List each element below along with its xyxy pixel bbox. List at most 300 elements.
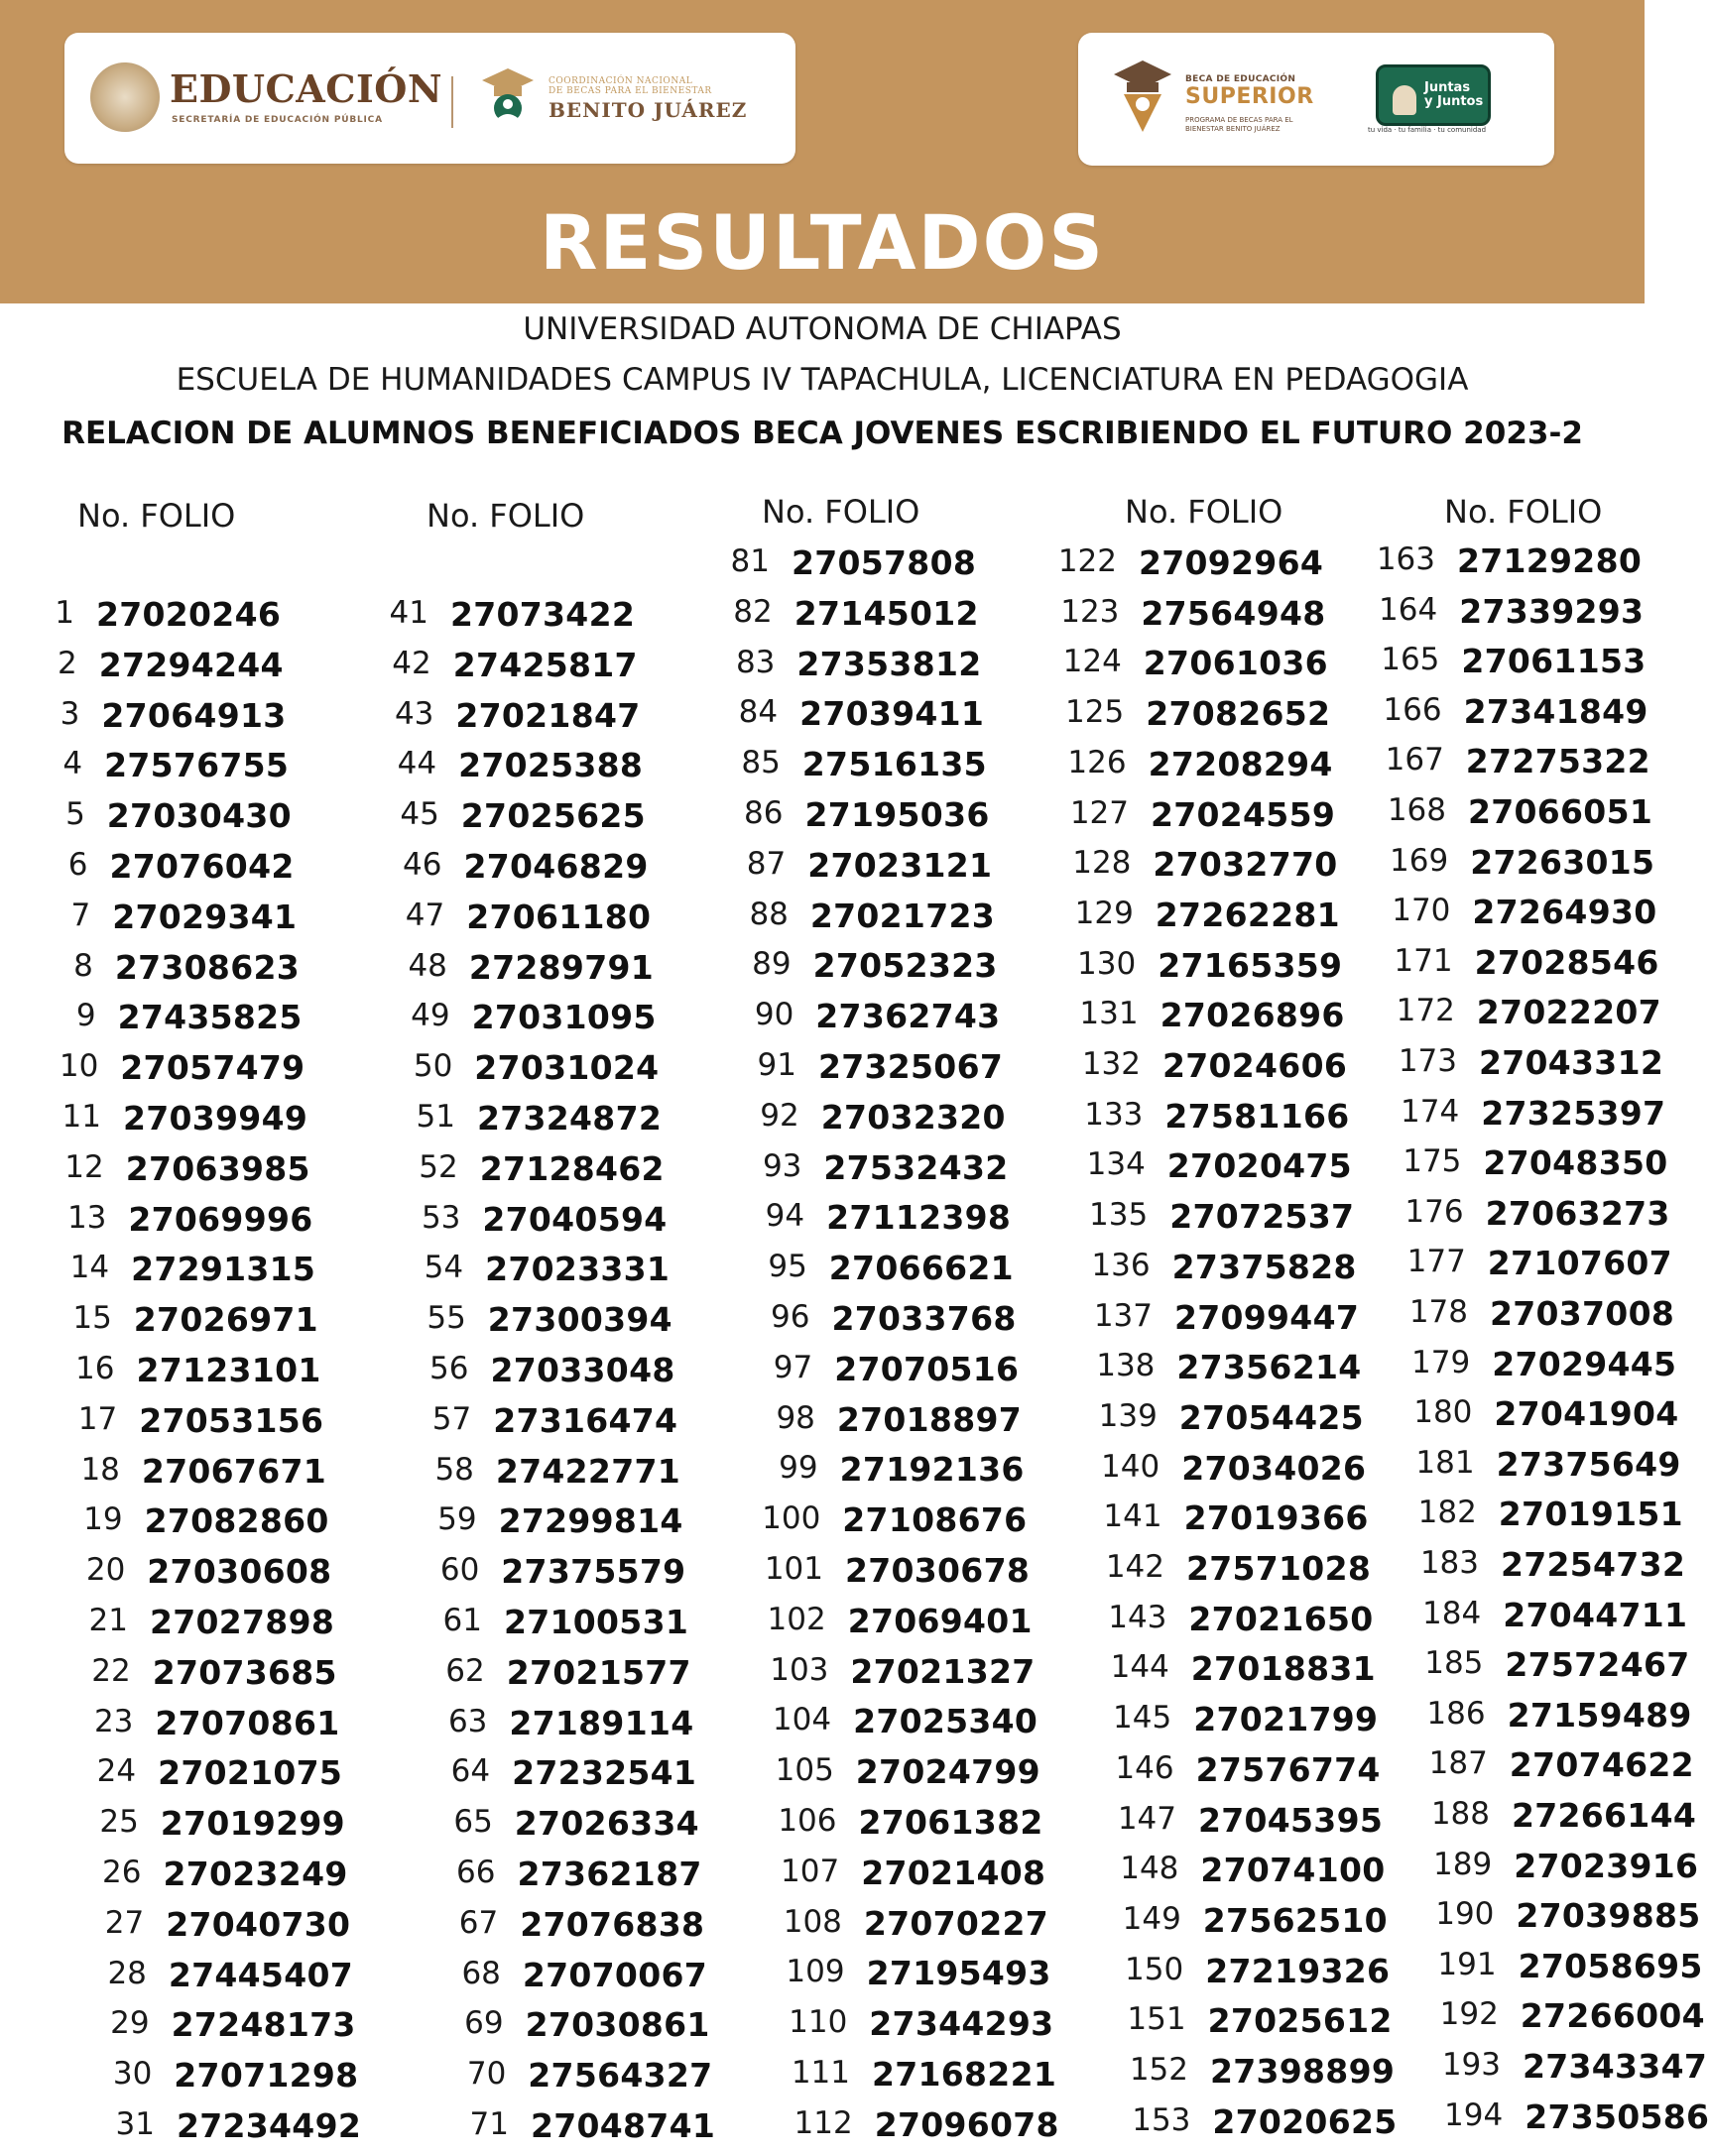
row-number: 87: [746, 845, 787, 882]
folio-number: 27021723: [809, 896, 995, 935]
row-number: 141: [1103, 1498, 1162, 1535]
folio-number: 27266004: [1520, 1996, 1705, 2036]
row-number: 83: [735, 644, 776, 680]
folio-number: 27039949: [123, 1099, 308, 1138]
row-number: 13: [66, 1199, 107, 1236]
folio-number: 27123101: [136, 1351, 321, 1389]
folio-number: 27195493: [866, 1954, 1051, 1993]
row-number: 133: [1084, 1096, 1144, 1133]
row-number: 67: [458, 1904, 499, 1941]
row-number: 127: [1069, 794, 1129, 831]
row-number: 128: [1072, 845, 1132, 882]
folio-number: 27070516: [834, 1349, 1020, 1388]
row-number: 28: [107, 1955, 147, 1991]
row-number: 23: [93, 1703, 134, 1739]
row-number: 99: [779, 1450, 818, 1487]
row-number: 168: [1387, 792, 1446, 828]
folio-number: 27425817: [452, 645, 638, 684]
row-number: 94: [765, 1198, 805, 1235]
folio-number: 27025612: [1207, 2001, 1393, 2041]
folio-number: 27022207: [1476, 993, 1661, 1032]
superior-label: SUPERIOR: [1185, 84, 1314, 109]
folio-number: 27045395: [1198, 1800, 1384, 1840]
folio-number: 27031024: [474, 1048, 660, 1088]
row-number: 163: [1376, 541, 1435, 577]
row-number: 53: [421, 1199, 461, 1236]
row-number: 54: [424, 1250, 464, 1286]
folio-number: 27031095: [471, 998, 657, 1037]
folio-number: 27024606: [1162, 1046, 1348, 1085]
folio-number: 27021327: [850, 1651, 1036, 1691]
row-number: 171: [1394, 942, 1453, 979]
column-header: No. FOLIO: [427, 497, 585, 535]
folio-number: 27076838: [520, 1904, 705, 1944]
row-number: 21: [88, 1603, 128, 1638]
folio-number: 27019151: [1498, 1495, 1683, 1534]
folio-number: 27074100: [1200, 1851, 1386, 1890]
row-number: 173: [1398, 1043, 1457, 1079]
folio-number: 27069401: [847, 1601, 1033, 1640]
row-number: 131: [1079, 996, 1139, 1032]
folio-number: 27308623: [114, 947, 300, 987]
row-number: 2: [57, 645, 77, 681]
row-number: 60: [439, 1552, 480, 1589]
folio-number: 27072537: [1169, 1197, 1355, 1237]
row-number: 192: [1439, 1996, 1499, 2033]
row-number: 16: [75, 1351, 115, 1386]
row-number: 188: [1430, 1796, 1490, 1832]
row-number: 64: [450, 1753, 491, 1790]
folio-number: 27030430: [106, 796, 292, 836]
row-number: 84: [738, 694, 779, 731]
row-number: 101: [764, 1551, 823, 1587]
folio-number: 27294244: [98, 645, 284, 684]
folio-number: 27168221: [872, 2055, 1057, 2094]
row-number: 184: [1422, 1595, 1482, 1631]
folio-number: 27192136: [839, 1450, 1025, 1490]
row-number: 93: [762, 1147, 802, 1184]
row-number: 172: [1396, 993, 1455, 1029]
benito-juarez-label: BENITO JUÁREZ: [549, 98, 748, 122]
row-number: 59: [437, 1501, 477, 1538]
row-number: 132: [1081, 1046, 1141, 1082]
row-number: 63: [447, 1703, 488, 1739]
folio-number: 27129280: [1457, 541, 1643, 580]
program-line-2: BIENESTAR BENITO JUÁREZ: [1185, 125, 1281, 133]
row-number: 179: [1411, 1344, 1471, 1380]
folio-number: 27054425: [1178, 1397, 1364, 1437]
folio-number: 27074622: [1509, 1745, 1694, 1785]
row-number: 6: [67, 847, 88, 883]
row-number: 153: [1132, 2101, 1191, 2138]
folio-number: 27571028: [1186, 1549, 1372, 1588]
coordination-line-1: COORDINACIÓN NACIONAL: [549, 76, 693, 86]
folio-number: 27019299: [160, 1804, 345, 1844]
row-number: 190: [1435, 1896, 1495, 1933]
folio-number: 27070067: [522, 1955, 707, 1994]
row-number: 122: [1057, 543, 1117, 579]
folio-number: 27562510: [1202, 1900, 1388, 1940]
folio-number: 27026896: [1160, 996, 1345, 1035]
row-number: 187: [1428, 1745, 1488, 1782]
row-number: 31: [115, 2106, 155, 2142]
row-number: 124: [1062, 644, 1122, 680]
folio-number: 27025388: [458, 746, 644, 785]
folio-number: 27339293: [1459, 591, 1645, 631]
folio-number: 27020475: [1166, 1146, 1352, 1186]
row-number: 11: [61, 1099, 101, 1135]
folio-number: 27048350: [1483, 1143, 1668, 1183]
folio-number: 27070227: [863, 1903, 1048, 1943]
folio-number: 27254732: [1501, 1545, 1686, 1584]
folio-number: 27061382: [858, 1803, 1043, 1842]
folio-number: 27029341: [112, 897, 298, 936]
column-header: No. FOLIO: [1125, 493, 1283, 531]
folio-number: 27073422: [450, 595, 636, 634]
folio-number: 27344293: [869, 2004, 1054, 2044]
row-number: 150: [1125, 1951, 1184, 1987]
juntas-y-juntos-logo: [1368, 57, 1493, 132]
folio-number: 27145012: [793, 593, 979, 633]
folio-number: 27069996: [128, 1199, 313, 1239]
folio-number: 27234492: [177, 2106, 362, 2145]
row-number: 52: [419, 1148, 458, 1185]
folio-number: 27066621: [828, 1249, 1014, 1288]
row-number: 111: [791, 2055, 850, 2091]
row-number: 86: [744, 795, 784, 831]
folio-number: 27532432: [823, 1147, 1009, 1187]
folio-number: 27195036: [804, 795, 990, 834]
folio-number: 27061180: [466, 897, 652, 936]
row-number: 69: [464, 2005, 504, 2042]
folio-number: 27341849: [1463, 691, 1648, 731]
logo-divider: [451, 76, 453, 128]
row-number: 166: [1383, 691, 1442, 728]
row-number: 50: [413, 1048, 453, 1085]
row-number: 109: [786, 1954, 845, 1990]
folio-number: 27082652: [1146, 694, 1331, 734]
row-number: 4: [62, 746, 83, 782]
row-number: 14: [69, 1250, 110, 1286]
folio-number: 27021408: [861, 1853, 1046, 1892]
row-number: 96: [771, 1299, 810, 1335]
row-number: 136: [1091, 1247, 1151, 1283]
list-title: RELACION DE ALUMNOS BENEFICIADOS BECA JOVENES ESCRIBIENDO EL FUTURO 2023-2: [61, 416, 1583, 451]
folio-number: 27032320: [820, 1097, 1006, 1137]
row-number: 92: [760, 1097, 799, 1134]
folio-number: 27576755: [104, 746, 290, 785]
folio-number: 27263015: [1470, 842, 1655, 882]
folio-number: 27026334: [514, 1804, 699, 1844]
folio-number: 27021847: [455, 695, 641, 735]
beca-cap-icon: [1112, 59, 1173, 134]
folio-number: 27291315: [131, 1250, 316, 1289]
folio-number: 27316474: [493, 1400, 678, 1440]
row-number: 17: [77, 1400, 118, 1437]
folio-number: 27422771: [495, 1451, 680, 1491]
row-number: 22: [91, 1652, 131, 1689]
row-number: 82: [733, 593, 773, 630]
folio-number: 27375579: [501, 1552, 686, 1592]
folio-number: 27023249: [163, 1855, 348, 1893]
row-number: 126: [1067, 744, 1127, 780]
row-number: 91: [757, 1047, 796, 1083]
folio-number: 27023916: [1514, 1846, 1699, 1885]
row-number: 183: [1419, 1545, 1479, 1581]
row-number: 104: [772, 1702, 832, 1738]
row-number: 5: [65, 796, 85, 833]
row-number: 62: [445, 1652, 485, 1689]
graduation-cap-icon: [480, 66, 536, 130]
folio-number: 27066051: [1468, 792, 1653, 831]
juntas-tagline: tu vida · tu familia · tu comunidad: [1368, 126, 1487, 134]
folio-number: 27375828: [1171, 1247, 1357, 1286]
folio-number: 27208294: [1148, 744, 1333, 783]
row-number: 29: [110, 2005, 150, 2042]
folio-number: 27039411: [799, 694, 985, 734]
folio-number: 27128462: [479, 1148, 665, 1188]
row-number: 44: [397, 746, 437, 782]
folio-number: 27037008: [1490, 1294, 1675, 1333]
column-header: No. FOLIO: [1444, 493, 1603, 531]
folio-number: 27353812: [796, 644, 982, 683]
folio-number: 27020246: [96, 595, 282, 634]
row-number: 89: [752, 946, 792, 983]
results-banner: [0, 0, 1645, 303]
folio-number: 27070861: [155, 1703, 340, 1742]
folio-number: 27034026: [1181, 1448, 1367, 1488]
folio-number: 27058695: [1518, 1946, 1703, 1985]
folio-number: 27350586: [1525, 2096, 1709, 2136]
row-number: 174: [1401, 1093, 1460, 1130]
row-number: 130: [1077, 945, 1137, 982]
folio-number: 27082860: [144, 1501, 329, 1541]
row-number: 26: [102, 1855, 142, 1890]
row-number: 1: [55, 595, 74, 631]
row-number: 61: [442, 1603, 482, 1638]
folio-number: 27023331: [485, 1250, 671, 1289]
folio-number: 27030608: [147, 1552, 332, 1592]
folio-number: 27275322: [1465, 742, 1650, 781]
row-number: 27: [104, 1904, 145, 1941]
row-number: 185: [1424, 1645, 1484, 1682]
row-number: 170: [1392, 893, 1451, 929]
folio-number: 27324872: [477, 1099, 663, 1138]
coordination-line-2: DE BECAS PARA EL BIENESTAR: [549, 86, 712, 96]
folio-number: 27057479: [120, 1048, 305, 1088]
beca-superior-logo-panel: [1078, 33, 1554, 166]
folio-number: 27099447: [1174, 1297, 1360, 1337]
row-number: 142: [1105, 1549, 1164, 1585]
folio-number: 27445407: [168, 1955, 353, 1994]
row-number: 9: [75, 998, 96, 1034]
row-number: 65: [453, 1804, 493, 1841]
row-number: 134: [1086, 1146, 1146, 1183]
row-number: 24: [96, 1753, 137, 1790]
folio-number: 27053156: [139, 1400, 324, 1440]
folio-number: 27046829: [463, 847, 649, 886]
folio-number: 27564327: [528, 2056, 713, 2096]
folio-number: 27029445: [1492, 1344, 1677, 1383]
folio-number: 27025625: [460, 796, 646, 836]
row-number: 42: [392, 645, 431, 681]
row-number: 7: [70, 897, 91, 933]
row-number: 177: [1406, 1244, 1466, 1280]
row-number: 169: [1390, 842, 1449, 879]
folio-number: 27356214: [1176, 1348, 1362, 1387]
folio-number: 27032770: [1153, 845, 1338, 885]
folio-number: 27040730: [166, 1904, 351, 1944]
row-number: 95: [768, 1249, 807, 1285]
folio-number: 27576774: [1195, 1749, 1381, 1789]
row-number: 85: [741, 745, 781, 781]
row-number: 110: [789, 2004, 848, 2041]
row-number: 189: [1433, 1846, 1493, 1882]
education-subtitle: SECRETARÍA DE EDUCACIÓN PÚBLICA: [172, 115, 383, 125]
folio-number: 27024799: [855, 1752, 1040, 1792]
row-number: 51: [416, 1099, 455, 1135]
row-number: 97: [773, 1349, 813, 1385]
folio-number: 27039885: [1516, 1896, 1701, 1936]
row-number: 56: [429, 1351, 469, 1386]
folio-number: 27232541: [512, 1753, 697, 1793]
row-number: 102: [767, 1601, 826, 1637]
folio-number: 27564948: [1141, 593, 1326, 633]
row-number: 167: [1385, 742, 1444, 779]
row-number: 112: [793, 2104, 853, 2141]
folio-number: 27398899: [1210, 2052, 1396, 2091]
row-number: 138: [1096, 1348, 1156, 1384]
row-number: 18: [80, 1451, 120, 1488]
folio-number: 27262281: [1155, 895, 1340, 934]
results-title: RESULTADOS: [540, 198, 1105, 287]
row-number: 46: [403, 847, 442, 883]
folio-number: 27289791: [468, 947, 654, 987]
folio-number: 27030678: [845, 1551, 1031, 1590]
row-number: 47: [405, 897, 445, 933]
row-number: 194: [1444, 2096, 1504, 2133]
row-number: 180: [1413, 1394, 1473, 1431]
folio-number: 27266144: [1512, 1796, 1697, 1835]
folio-number: 27071298: [174, 2056, 359, 2096]
person-icon: [1393, 85, 1416, 115]
folio-number: 27064913: [101, 695, 287, 735]
row-number: 125: [1065, 694, 1125, 731]
juntas-line-1: Juntas: [1424, 80, 1471, 95]
row-number: 123: [1060, 593, 1120, 630]
university-name: UNIVERSIDAD AUTONOMA DE CHIAPAS: [523, 311, 1122, 347]
row-number: 48: [408, 947, 447, 984]
folio-number: 27112398: [826, 1198, 1012, 1238]
folio-number: 27023121: [807, 845, 993, 885]
row-number: 151: [1127, 2001, 1186, 2038]
folio-number: 27076042: [109, 847, 295, 886]
folio-number: 27092964: [1139, 543, 1324, 582]
row-number: 3: [60, 695, 80, 732]
row-number: 144: [1110, 1649, 1169, 1686]
folio-number: 27362743: [815, 997, 1001, 1036]
folio-number: 27159489: [1507, 1695, 1692, 1735]
folio-number: 27024559: [1151, 794, 1336, 834]
row-number: 98: [776, 1399, 815, 1436]
folio-number: 27299814: [498, 1501, 683, 1541]
row-number: 176: [1404, 1193, 1464, 1230]
folio-number: 27033768: [831, 1299, 1017, 1338]
row-number: 57: [431, 1400, 472, 1437]
program-label: [1185, 116, 1304, 134]
row-number: 193: [1441, 2047, 1501, 2083]
row-number: 186: [1426, 1695, 1486, 1732]
folio-number: 27572467: [1505, 1645, 1690, 1685]
folio-number: 27264930: [1472, 893, 1657, 932]
folio-number: 27581166: [1164, 1096, 1350, 1136]
row-number: 8: [73, 947, 93, 984]
folio-number: 27108676: [842, 1500, 1028, 1540]
row-number: 43: [394, 695, 434, 732]
row-number: 107: [781, 1853, 840, 1889]
row-number: 182: [1417, 1495, 1477, 1531]
row-number: 164: [1379, 591, 1438, 628]
folio-number: 27516135: [801, 745, 987, 784]
folio-number: 27019366: [1183, 1498, 1369, 1538]
folio-number: 27300394: [487, 1300, 672, 1340]
folio-number: 27027898: [150, 1603, 335, 1641]
folio-number: 27057808: [792, 543, 977, 582]
folio-number: 27107607: [1487, 1244, 1672, 1283]
folio-number: 27020625: [1212, 2101, 1398, 2141]
folio-number: 27343347: [1523, 2047, 1708, 2086]
folio-number: 27096078: [874, 2104, 1059, 2144]
column-header: No. FOLIO: [77, 497, 236, 535]
folio-number: 27061036: [1143, 644, 1328, 683]
row-number: 58: [434, 1451, 474, 1488]
row-number: 148: [1120, 1851, 1179, 1887]
row-number: 108: [783, 1903, 842, 1940]
folio-number: 27021799: [1193, 1700, 1379, 1739]
row-number: 152: [1129, 2052, 1188, 2088]
folio-number: 27018897: [836, 1399, 1022, 1439]
row-number: 20: [85, 1552, 126, 1589]
column-header: No. FOLIO: [762, 493, 920, 531]
row-number: 105: [775, 1752, 834, 1789]
row-number: 191: [1437, 1946, 1497, 1982]
row-number: 10: [59, 1048, 99, 1085]
row-number: 19: [83, 1501, 123, 1538]
row-number: 100: [762, 1500, 821, 1537]
row-number: 71: [469, 2106, 509, 2142]
row-number: 143: [1108, 1599, 1167, 1635]
folio-number: 27189114: [509, 1703, 694, 1742]
folio-number: 27021075: [158, 1753, 343, 1793]
row-number: 137: [1093, 1297, 1153, 1334]
folio-number: 27375649: [1496, 1444, 1681, 1484]
row-number: 146: [1115, 1749, 1174, 1786]
row-number: 129: [1074, 895, 1134, 931]
folio-number: 27018831: [1190, 1649, 1376, 1689]
folio-number: 27325397: [1481, 1093, 1666, 1133]
folio-number: 27165359: [1158, 945, 1343, 985]
row-number: 49: [411, 998, 450, 1034]
folio-number: 27100531: [504, 1603, 689, 1641]
row-number: 90: [754, 997, 794, 1033]
folio-number: 27362187: [517, 1855, 702, 1893]
folio-number: 27073685: [152, 1652, 337, 1692]
folio-number: 27052323: [812, 946, 998, 986]
row-number: 30: [112, 2056, 153, 2093]
row-number: 70: [466, 2056, 507, 2093]
row-number: 81: [730, 543, 770, 579]
folio-number: 27219326: [1205, 1951, 1391, 1990]
